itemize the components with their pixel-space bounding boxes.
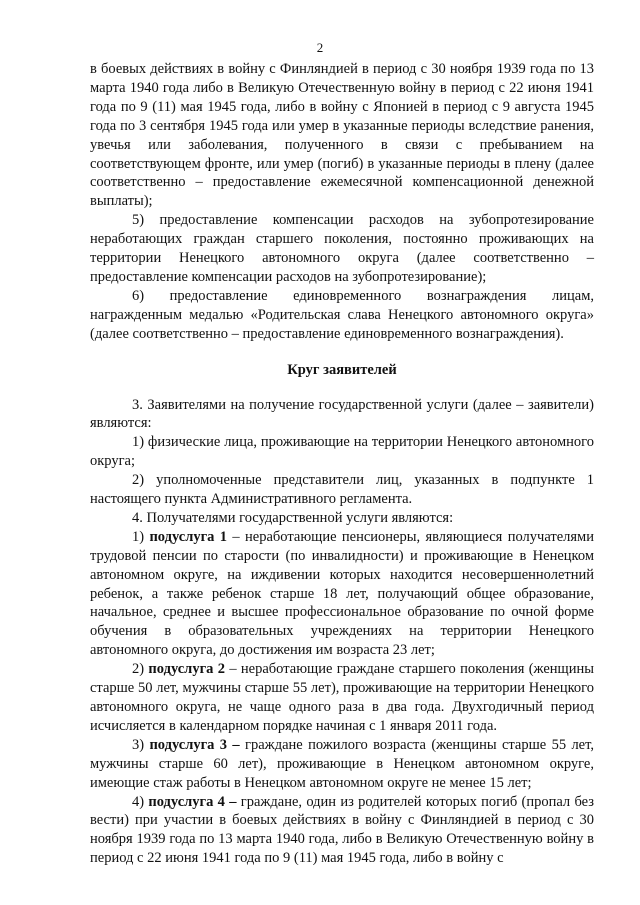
paragraph-continuation: в боевых действиях в войну с Финляндией в период с 30 ноября 1939 года по 13 марта 1940 года либо в Великую Отечественную войну в период с 22 июня 1941 года по 9 (11) мая 1945 года, либо в войну с Японией в период с 9 августа 1945 года по 3 сентября 1945 года или умер в указанные периоды вследствие ранения, увечья или заболевания, полученного в связи с пребыванием на соответствующем фронте, или умер (погиб) в указанные периоды в плену (далее соответственно – предоставление ежемесячной компенсационной денежной выплаты); [90,61,594,210]
subservice-4-label: подуслуга 4 – [148,793,237,810]
paragraph-subservice-3 [90,736,594,793]
subservice-1-label: подуслуга 1 [149,528,228,545]
subservice-2-text: – неработающие граждане старшего поколения (женщины старше 50 лет, мужчины старше 55 лет), проживающие на территории Ненецкого автономного округа, не чаще одного раза в два года. Двухгодичный период исчисляется в календарном порядке начиная с 1 января 2011 года. [90,661,594,734]
subservice-3-number: 3) [132,736,150,753]
subservice-1-text: – неработающие пенсионеры, являющиеся получателями трудовой пенсии по старости (по инвалидности) и проживающие в Ненецком автономном округе, на иждивении которых находится несовершеннолетний ребенок, а также ребенок старше 18 лет, получающий общее образование, начальное, среднее и высшее профессиональное образование по очной форме обучения в образовательных учреждениях на территории Ненецкого автономного округа, до достижения им возраста 23 лет; [90,528,594,659]
paragraph-subservice-4 [90,793,594,869]
subservice-2-number: 2) [132,661,149,678]
paragraph-3-item-2: 2) уполномоченные представители лиц, указанных в подпункте 1 настоящего пункта Административного регламента. [90,472,594,508]
document-body [90,60,594,868]
subservice-4-number: 4) [132,793,149,810]
section-heading-applicants: Круг заявителей [287,361,397,378]
paragraph-3: 3. Заявителями на получение государственной услуги (далее – заявители) являются: [90,396,594,432]
paragraph-subservice-1 [90,528,594,660]
paragraph-item-6: 6) предоставление единовременного вознаграждения лицам, награжденным медалью «Родительская слава Ненецкого автономного округа» (далее соответственно – предоставление единовременного вознаграждения). [90,287,594,342]
paragraph-4: 4. Получателями государственной услуги являются: [132,509,454,526]
page-number: 2 [316,40,324,55]
subservice-4-text: граждане, один из родителей которых погиб (пропал без вести) при участии в боевых действиях в войну с Финляндией в период с 30 ноября 1939 года по 13 марта 1940 года, либо в Великую Отечественную войну в период с 22 июня 1941 года по 9 (11) мая 1945 года, либо в войну с [90,793,594,867]
paragraph-subservice-2 [90,660,594,736]
subservice-1-number: 1) [132,528,150,545]
subservice-2-label: подуслуга 2 [148,661,225,678]
subservice-3-label: подуслуга 3 – [149,736,240,753]
paragraph-3-item-1: 1) физические лица, проживающие на территории Ненецкого автономного округа; [90,434,594,470]
paragraph-item-5: 5) предоставление компенсации расходов на зубопротезирование неработающих граждан старшего поколения, постоянно проживающих на территории Ненецкого автономного округа (далее соответственно – предоставление компенсации расходов на зубопротезирование); [90,212,594,285]
subservice-3-text: граждане пожилого возраста (женщины старше 55 лет, мужчины старше 60 лет), проживающие в Ненецком автономном округе, имеющие стаж работы в Ненецком автономном округе не менее 15 лет; [90,736,594,791]
